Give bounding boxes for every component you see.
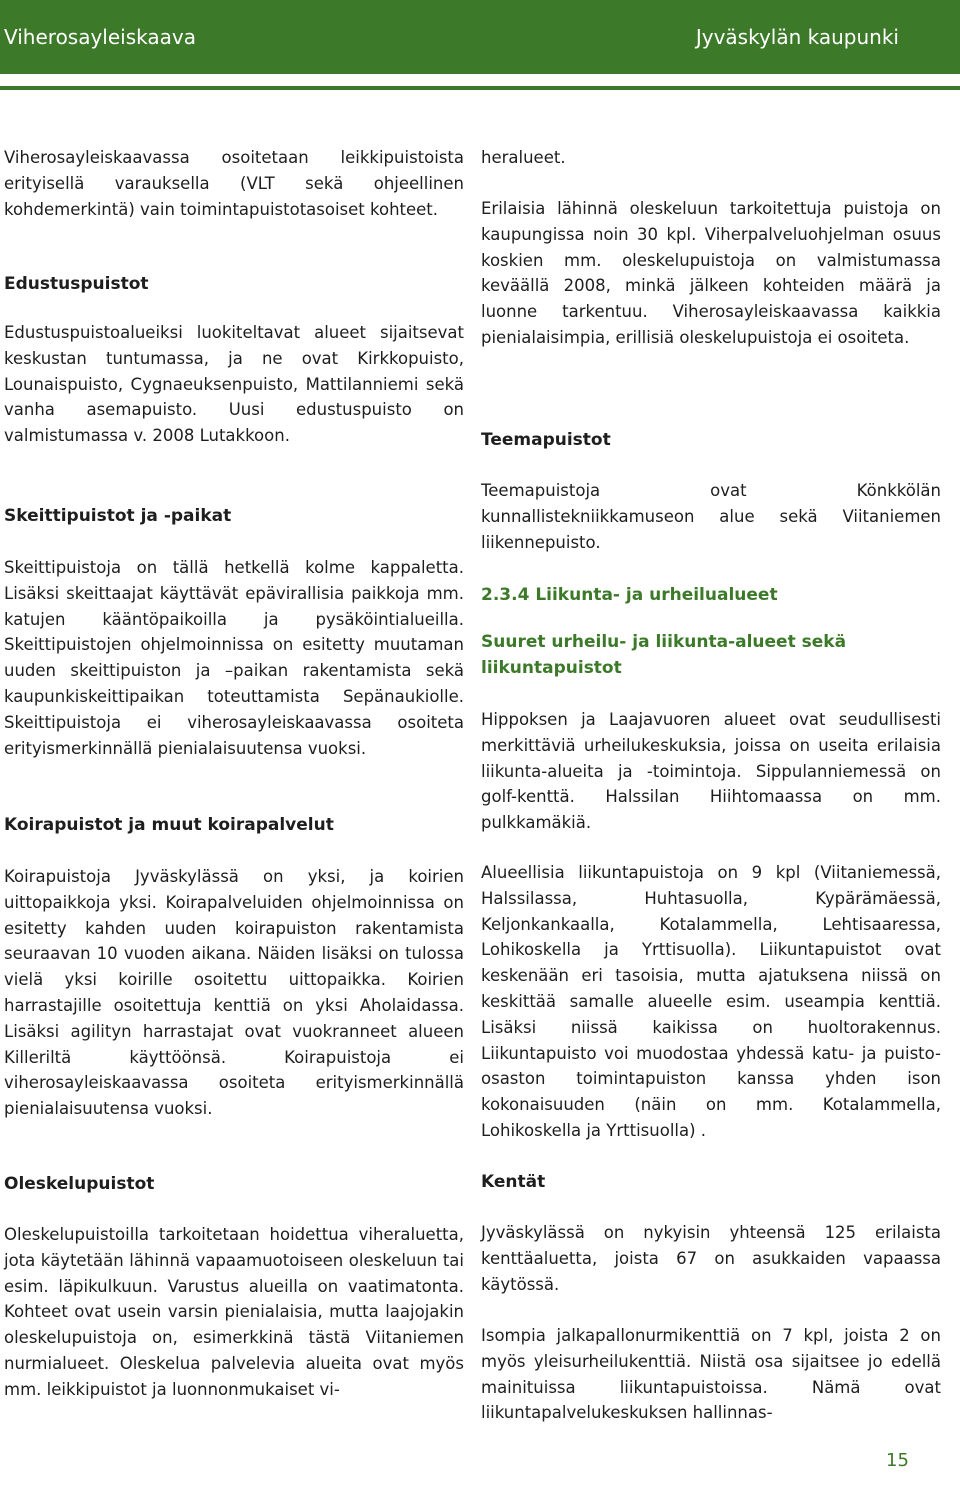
- paragraph-koirapuistot: Koirapuistoja Jyväskylässä on yksi, ja koirien uittopaikkoja yksi. Koirapalveluiden ohjelmoinnissa on esitetty kahden uuden koirapuiston rakentamista seuraavan 10 vuoden aikana. Näiden lisäksi on tulossa vielä yksi koirille osoitettu uittopaikka. Koirien harrastajille osoitettuja kenttiä on yksi Aholaidassa. Lisäksi agilityn harrastajat ovat vuokranneet alueen Killeriltä käyttöönsä. Koirapuistoja ei viherosayleiskaavassa osoiteta erityismerkinnällä pienialaisuutensa vuoksi.: [4, 867, 464, 1119]
- document-title: Viherosayleiskaava: [4, 25, 196, 49]
- heading-edustuspuistot: Edustuspuistot: [4, 274, 149, 294]
- paragraph-hippos: Hippoksen ja Laajavuoren alueet ovat seudullisesti merkittäviä urheilukeskuksia, joissa on useita erilaisia liikunta-alueita ja -toimintoja. Sippulanniemessä on golf-kenttä. Halssilan Hiihtomaassa on mm. pulkkamäkiä.: [481, 710, 941, 833]
- heading-suuret-urheilualueet: Suuret urheilu- ja liikunta-alueet sekä liikuntapuistot: [481, 632, 847, 678]
- publisher-name: Jyväskylän kaupunki: [695, 25, 899, 49]
- paragraph-oleskelupuistot: Oleskelupuistoilla tarkoitetaan hoidettua viheraluetta, jota käytetään lähinnä vapaamuotoiseen oleskeluun tai esim. läpikulkuun. Varustus alueilla on vaatimatonta. Kohteet ovat usein varsin pienialaisia, mutta laajojakin oleskelupuistoja on, esimerkkinä tästä Viitaniemen nurmialueet. Oleskelua palvelevia alueita ovat myös mm. leikkipuistot ja luonnonmukaiset vi-: [4, 1225, 464, 1399]
- page-number: 15: [886, 1450, 909, 1471]
- paragraph-kentat: Jyväskylässä on nykyisin yhteensä 125 erilaista kenttäaluetta, joista 67 on asukkaiden vapaassa käytössä.: [481, 1223, 941, 1294]
- paragraph-alueelliset: Alueellisia liikuntapuistoja on 9 kpl (Viitaniemessä, Halssilassa, Huhtasuolla, Kypärämäessä, Keljonkankaalla, Kotalammella, Lehtisaaressa, Lohikoskella ja Yrttisuolla). Liikuntapuistot ovat keskenään eri tasoisia, mutta ajatuksena niissä on keskittää samalle alueelle esim. useampia kenttiä. Lisäksi niissä kaikissa on huoltorakennus. Liikuntapuisto voi muodostaa yhdessä katu- ja puisto-osaston toimintapuiston kanssa yhden ison kokonaisuuden (näin on mm. Kotalammella, Lohikoskella ja Yrttisuolla) .: [481, 863, 941, 1140]
- heading-koirapuistot: Koirapuistot ja muut koirapalvelut: [4, 815, 334, 835]
- paragraph-edustuspuistot: Edustuspuistoalueiksi luokiteltavat alueet sijaitsevat keskustan tuntumassa, ja ne ovat Kirkkopuisto, Lounaispuisto, Cygnaeuksenpuisto, Mattilanniemi sekä vanha asemapuisto. Uusi edustuspuisto on valmistumassa v. 2008 Lutakkoon.: [4, 323, 464, 446]
- heading-skeittipuistot: Skeittipuistot ja -paikat: [4, 506, 232, 526]
- paragraph-erilaisia: Erilaisia lähinnä oleskeluun tarkoitettuja puistoja on kaupungissa noin 30 kpl. Viherpalveluohjelman osuus koskien mm. oleskelupuistoja on valmistumassa keväällä 2008, minkä jälkeen kohteiden määrä ja luonne tarkentuu. Viherosayleiskaavassa kaikkia pienialaisimpia, erillisiä oleskelupuistoja ei osoiteta.: [481, 199, 941, 347]
- paragraph-teemapuistot: Teemapuistoja ovat Könkkölän kunnallistekniikkamuseon alue sekä Viitaniemen liikennepuisto.: [481, 481, 941, 552]
- section-heading-liikunta: 2.3.4 Liikunta- ja urheilualueet: [481, 585, 778, 605]
- heading-kentat: Kentät: [481, 1172, 546, 1192]
- intro-paragraph: Viherosayleiskaavassa osoitetaan leikkipuistoista erityisellä varauksella (VLT sekä ohjeellinen kohdemerkintä) vain toimintapuistotasoiset kohteet.: [4, 148, 464, 219]
- paragraph-skeittipuistot: Skeittipuistoja on tällä hetkellä kolme kappaletta. Lisäksi skeittaajat käyttävät epävirallisia paikkoja mm. katujen kääntöpaikoilla ja pysäköintialueilla. Skeittipuistojen ohjelmoinnissa on esitetty muutaman uuden skeittipuiston ja –paikan rakentamista sekä kaupunkiskeittipaikan toteuttamista Sepänaukiolle. Skeittipuistoja ei viherosayleiskaavassa osoiteta erityismerkinnällä pienialaisuutensa vuoksi.: [4, 558, 464, 758]
- header-divider: [0, 86, 960, 90]
- page-header: [0, 0, 960, 74]
- paragraph-continuation: heralueet.: [481, 148, 566, 167]
- heading-teemapuistot: Teemapuistot: [481, 430, 611, 450]
- heading-oleskelupuistot: Oleskelupuistot: [4, 1174, 155, 1194]
- paragraph-isompia: Isompia jalkapallonurmikenttiä on 7 kpl, joista 2 on myös yleisurheilukenttiä. Niistä osa sijaitsee jo edellä mainituissa liikuntapuistoissa. Nämä ovat liikuntapalvelukeskuksen hallinnas-: [481, 1326, 941, 1423]
